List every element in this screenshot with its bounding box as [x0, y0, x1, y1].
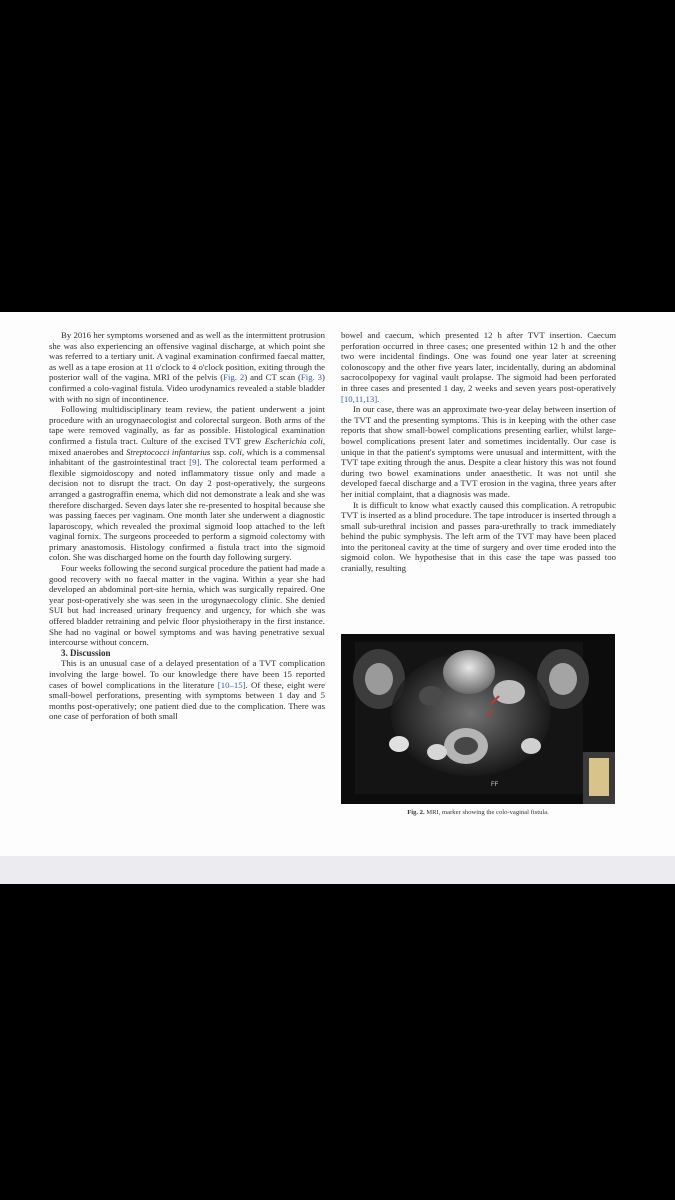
citation-link[interactable]: [10,11,13] — [341, 393, 378, 404]
citation-link[interactable]: [10–15] — [217, 679, 246, 690]
figure-3-link[interactable]: Fig. 3 — [300, 372, 323, 383]
right-column — [341, 330, 616, 574]
paragraph: bowel and caecum, which presented 12 h after TVT insertion. Caecum perforation occurred in three cases; one presented within 12 h and the other two were incidental findings. One was found one year later at screening colonoscopy and the other five years later, incidentally, during an abdominal sacrocolpopexy for vaginal vault prolapse. The sigmoid had been perforated in three cases and presented 1 day, 2 weeks and seven years post-operatively [10,11,13]. — [341, 330, 616, 404]
figure-caption: Fig. 2. MRI, marker showing the colo-vaginal fistula. — [407, 809, 549, 816]
left-column — [49, 330, 325, 722]
mri-figure — [341, 634, 615, 804]
citation-link[interactable]: [9] — [189, 457, 200, 468]
paragraph: By 2016 her symptoms worsened and as well as the intermittent protrusion she was also experiencing an offensive vaginal discharge, at which point she was referred to a tertiary unit. A vaginal examination confirmed faecal matter, as well as a tape erosion at 11 o'clock to 4 o'clock position, exiting through the posterior wall of the vagina. MRI of the pelvis (Fig. 2) and CT scan (Fig. 3) confirmed a colo-vaginal fistula. Video urodynamics revealed a stable bladder with with no sign of incontinence. — [49, 330, 325, 404]
paragraph: It is difficult to know what exactly caused this complication. A retropubic TVT is inserted as a blind procedure. The tape introducer is inserted through a small sub-urethral incision and passes para-urethrally to track immediately behind the pubic symphysis. The left arm of the TVT may have been placed into the peritoneal cavity at the time of surgery and over time eroded into the sigmoid colon. We hypothesise that in this case the tape was passed too cranially, resulting — [341, 499, 616, 574]
paragraph: In our case, there was an approximate two-year delay between insertion of the TVT and the presenting symptoms. This is in keeping with the other case reports that show small-bowel complications presenting earlier, whilst large-bowel complications present later and sometimes incidentally. Our case is unique in that the patient's symptoms were unusual and intermittent, with the TVT tape exiting through the anus. Despite a clear history this was not found during two bowel examinations under anaesthetic. It was not until she developed faecal discharge and a TVT erosion in the vagina, three years after her initial complaint, that a diagnosis was made. — [341, 404, 616, 499]
paragraph: Four weeks following the second surgical procedure the patient had made a good recovery with no faecal matter in the vagina. Within a year she had developed an abdominal port-site hernia, which was surgically repaired. One year post-operatively she was seen in the urogynaecology clinic. She denied SUI but had increased urinary frequency and urgency, for which she was offered bladder retraining and pelvic floor physiotherapy in the first instance. She had no vaginal or bowel symptoms and was having penetrative sexual intercourse without concern. — [49, 563, 325, 648]
section-heading: 3. Discussion — [61, 647, 111, 658]
paragraph: Following multidisciplinary team review, the patient underwent a joint procedure with an urogynaecologist and colorectal surgeon. Both arms of the tape were removed vaginally, as far as possible. Histological examination confirmed a fistula tract. Culture of the excised TVT grew Escherichia coli, mixed anaerobes and Streptococci infantarius ssp. coli, which is a commensal inhabitant of the gastrointestinal tract [9]. The colorectal team performed a flexible sigmoidoscopy and noted inflammatory tissue only and made a decision not to disrupt the tract. On day 2 post-operatively, the surgeons arranged a gastrograffin enema, which did not demonstrate a leak and she was therefore discharged. Seven days later she re-presented to hospital because she was passing faeces per vaginam. One month later she underwent a diagnostic laparoscopy, which revealed the proximal sigmoid loop attached to the left vaginal fornix. The surgeons proceeded to perform a sigmoid colectomy with primary anastomosis. Histology confirmed a fistula tract into the sigmoid colon. She was discharged home on the fourth day following surgery. — [49, 404, 326, 563]
page-edge — [0, 856, 675, 884]
figure-2-link[interactable]: Fig. 2 — [223, 372, 245, 383]
mri-marker-label: FF — [491, 782, 499, 788]
mri-image — [341, 634, 615, 804]
paragraph: This is an unusual case of a delayed presentation of a TVT complication involving the large bowel. To our knowledge there have been 15 reported cases of bowel complications in the literature [10–15]. Of these, eight were small-bowel perforations, presenting with symptoms between 1 day and 5 months post-operatively; one patient died due to the complication. There was one case of perforation of both small — [49, 658, 325, 722]
article-page — [0, 312, 675, 884]
